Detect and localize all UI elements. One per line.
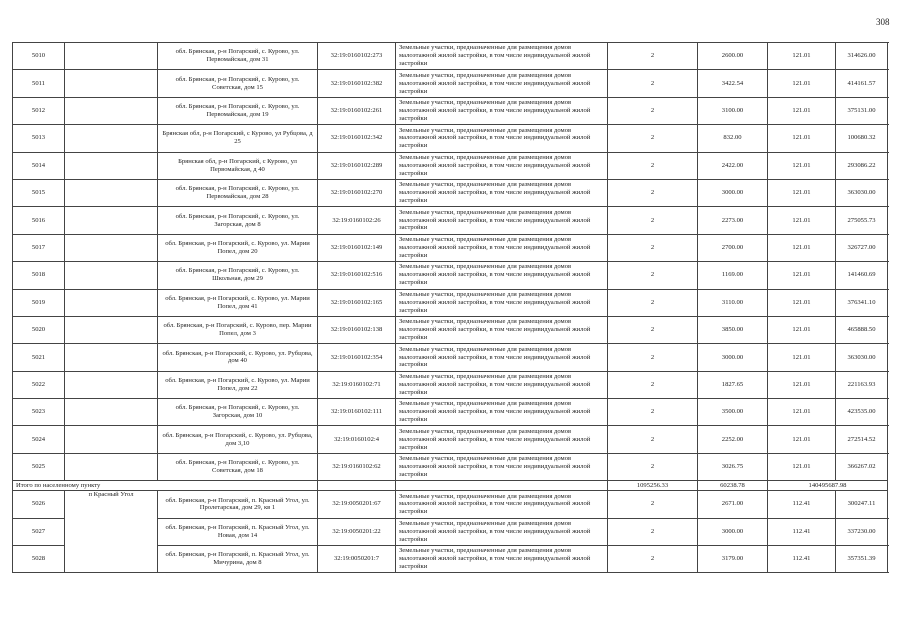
value-cell: 423535.00 bbox=[836, 399, 888, 426]
rate-cell: 121.01 bbox=[768, 152, 836, 179]
value-cell: 100680.32 bbox=[836, 125, 888, 152]
area-cell: 3500.00 bbox=[698, 399, 768, 426]
value-cell: 375131.00 bbox=[836, 97, 888, 124]
cadastral-number-cell: 32:19:0160102:26 bbox=[318, 207, 396, 234]
address-cell: обл. Брянская, р-н Погарский, с. Курово, ул. Советская, дом 15 bbox=[158, 70, 318, 97]
land-use-cell: Земельные участки, предназначенные для размещения домов малоэтажной жилой застройки, в том числе индивидуальной жилой застройки bbox=[396, 125, 608, 152]
row-number: 5011 bbox=[13, 70, 65, 97]
empty-cell bbox=[65, 70, 158, 97]
row-number: 5028 bbox=[13, 546, 65, 573]
empty-cell bbox=[65, 453, 158, 480]
land-use-cell: Земельные участки, предназначенные для размещения домов малоэтажной жилой застройки, в том числе индивидуальной жилой застройки bbox=[396, 344, 608, 371]
area-cell: 2671.00 bbox=[698, 491, 768, 518]
table-row bbox=[13, 399, 888, 426]
table-row bbox=[13, 262, 888, 289]
empty-cell bbox=[65, 426, 158, 453]
rate-cell: 121.01 bbox=[768, 97, 836, 124]
table-total bbox=[13, 481, 888, 491]
area-cell: 3000.00 bbox=[698, 344, 768, 371]
address-cell: обл. Брянская, р-н Погарский, с. Курово, ул. Школьная, дом 29 bbox=[158, 262, 318, 289]
rate-cell: 121.01 bbox=[768, 399, 836, 426]
area-cell: 2600.00 bbox=[698, 43, 768, 70]
total-rate: 60238.78 bbox=[698, 481, 768, 491]
empty-cell bbox=[65, 316, 158, 343]
row-number: 5023 bbox=[13, 399, 65, 426]
empty-cell bbox=[65, 344, 158, 371]
table-row bbox=[13, 179, 888, 206]
address-cell: обл. Брянская, р-н Погарский, с. Курово, ул. Рубцова, дом 3,10 bbox=[158, 426, 318, 453]
category-cell: 2 bbox=[608, 289, 698, 316]
land-use-cell: Земельные участки, предназначенные для размещения домов малоэтажной жилой застройки, в том числе индивидуальной жилой застройки bbox=[396, 316, 608, 343]
address-cell: обл. Брянская, р-н Погарский, с. Курово, ул. Загорская, дом 10 bbox=[158, 399, 318, 426]
address-cell: Брянская обл, р-н Погарский, с Курово, ул Рубцова, д 25 bbox=[158, 125, 318, 152]
rate-cell: 112.41 bbox=[768, 518, 836, 545]
area-cell: 1827.65 bbox=[698, 371, 768, 398]
rate-cell: 121.01 bbox=[768, 371, 836, 398]
area-cell: 2252.00 bbox=[698, 426, 768, 453]
cadastral-number-cell: 32:19:0160102:4 bbox=[318, 426, 396, 453]
category-cell: 2 bbox=[608, 43, 698, 70]
table-row bbox=[13, 234, 888, 261]
area-cell: 3110.00 bbox=[698, 289, 768, 316]
row-number: 5027 bbox=[13, 518, 65, 545]
row-number: 5015 bbox=[13, 179, 65, 206]
empty-cell bbox=[65, 207, 158, 234]
category-cell: 2 bbox=[608, 152, 698, 179]
category-cell: 2 bbox=[608, 453, 698, 480]
rate-cell: 121.01 bbox=[768, 289, 836, 316]
value-cell: 465888.50 bbox=[836, 316, 888, 343]
category-cell: 2 bbox=[608, 344, 698, 371]
row-number: 5016 bbox=[13, 207, 65, 234]
address-cell: обл. Брянская, р-н Погарский, с. Курово, ул. Марии Попел, дом 41 bbox=[158, 289, 318, 316]
total-value: 140495687.98 bbox=[768, 481, 888, 491]
value-cell: 363030.00 bbox=[836, 344, 888, 371]
category-cell: 2 bbox=[608, 70, 698, 97]
rate-cell: 121.01 bbox=[768, 262, 836, 289]
address-cell: Брянская обл, р-н Погарский, с Курово, ул Первомайская, д 40 bbox=[158, 152, 318, 179]
rate-cell: 121.01 bbox=[768, 179, 836, 206]
value-cell: 141460.69 bbox=[836, 262, 888, 289]
area-cell: 3422.54 bbox=[698, 70, 768, 97]
address-cell: обл. Брянская, р-н Погарский, с. Курово, ул. Загорская, дом 8 bbox=[158, 207, 318, 234]
category-cell: 2 bbox=[608, 518, 698, 545]
value-cell: 357351.39 bbox=[836, 546, 888, 573]
land-use-cell: Земельные участки, предназначенные для размещения домов малоэтажной жилой застройки, в том числе индивидуальной жилой застройки bbox=[396, 371, 608, 398]
rate-cell: 121.01 bbox=[768, 70, 836, 97]
cadastral-number-cell: 32:19:0160102:516 bbox=[318, 262, 396, 289]
area-cell: 3179.00 bbox=[698, 546, 768, 573]
total-area: 1095256.33 bbox=[608, 481, 698, 491]
cadastral-number-cell: 32:19:0160102:273 bbox=[318, 43, 396, 70]
category-cell: 2 bbox=[608, 426, 698, 453]
area-cell: 3000.00 bbox=[698, 179, 768, 206]
value-cell: 337230.00 bbox=[836, 518, 888, 545]
settlement-label: п Красный Угол bbox=[65, 491, 158, 573]
address-cell: обл. Брянская, р-н Погарский, с. Курово, ул. Первомайская, дом 28 bbox=[158, 179, 318, 206]
cadastral-number-cell: 32:19:0160102:149 bbox=[318, 234, 396, 261]
cadastral-number-cell: 32:19:0160102:354 bbox=[318, 344, 396, 371]
empty-cell bbox=[65, 234, 158, 261]
land-use-cell: Земельные участки, предназначенные для размещения домов малоэтажной жилой застройки, в том числе индивидуальной жилой застройки bbox=[396, 453, 608, 480]
value-cell: 300247.11 bbox=[836, 491, 888, 518]
row-number: 5012 bbox=[13, 97, 65, 124]
table-row bbox=[13, 43, 888, 70]
value-cell: 272514.52 bbox=[836, 426, 888, 453]
rate-cell: 121.01 bbox=[768, 344, 836, 371]
address-cell: обл. Брянская, р-н Погарский, п. Красный Угол, ул. Пролетарская, дом 29, кв 1 bbox=[158, 491, 318, 518]
table-row bbox=[13, 344, 888, 371]
table-row bbox=[13, 97, 888, 124]
row-number: 5025 bbox=[13, 453, 65, 480]
area-cell: 1169.00 bbox=[698, 262, 768, 289]
value-cell: 275055.73 bbox=[836, 207, 888, 234]
address-cell: обл. Брянская, р-н Погарский, с. Курово, пер. Марии Попел, дом 3 bbox=[158, 316, 318, 343]
row-number: 5019 bbox=[13, 289, 65, 316]
row-number: 5021 bbox=[13, 344, 65, 371]
row-number: 5026 bbox=[13, 491, 65, 518]
table-row bbox=[13, 207, 888, 234]
land-use-cell: Земельные участки, предназначенные для размещения домов малоэтажной жилой застройки, в том числе индивидуальной жилой застройки bbox=[396, 234, 608, 261]
empty-cell bbox=[65, 97, 158, 124]
rate-cell: 121.01 bbox=[768, 316, 836, 343]
value-cell: 414161.57 bbox=[836, 70, 888, 97]
table-body-settlement-a bbox=[13, 43, 888, 481]
row-number: 5017 bbox=[13, 234, 65, 261]
total-label: Итого по населенному пункту bbox=[13, 481, 318, 491]
cadastral-number-cell: 32:19:0160102:62 bbox=[318, 453, 396, 480]
address-cell: обл. Брянская, р-н Погарский, п. Красный Угол, ул. Мичурина, дом 8 bbox=[158, 546, 318, 573]
cadastral-number-cell: 32:19:0050201:22 bbox=[318, 518, 396, 545]
land-use-cell: Земельные участки, предназначенные для размещения домов малоэтажной жилой застройки, в том числе индивидуальной жилой застройки bbox=[396, 491, 608, 518]
category-cell: 2 bbox=[608, 316, 698, 343]
area-cell: 832.00 bbox=[698, 125, 768, 152]
table-row bbox=[13, 70, 888, 97]
cadastral-number-cell: 32:19:0160102:138 bbox=[318, 316, 396, 343]
value-cell: 293086.22 bbox=[836, 152, 888, 179]
cadastral-number-cell: 32:19:0160102:382 bbox=[318, 70, 396, 97]
cadastral-number-cell: 32:19:0160102:270 bbox=[318, 179, 396, 206]
empty-cell bbox=[65, 289, 158, 316]
value-cell: 376341.10 bbox=[836, 289, 888, 316]
table-body-settlement-b bbox=[13, 491, 888, 573]
row-number: 5010 bbox=[13, 43, 65, 70]
land-registry-table bbox=[12, 42, 888, 573]
empty-cell bbox=[65, 43, 158, 70]
row-number: 5014 bbox=[13, 152, 65, 179]
total-row bbox=[13, 481, 888, 491]
address-cell: обл. Брянская, р-н Погарский, с. Курово, ул. Марии Попел, дом 20 bbox=[158, 234, 318, 261]
empty-cell bbox=[65, 262, 158, 289]
category-cell: 2 bbox=[608, 546, 698, 573]
category-cell: 2 bbox=[608, 125, 698, 152]
land-use-cell: Земельные участки, предназначенные для размещения домов малоэтажной жилой застройки, в том числе индивидуальной жилой застройки bbox=[396, 70, 608, 97]
row-number: 5013 bbox=[13, 125, 65, 152]
cadastral-number-cell: 32:19:0050201:67 bbox=[318, 491, 396, 518]
address-cell: обл. Брянская, р-н Погарский, с. Курово, ул. Марии Попел, дом 22 bbox=[158, 371, 318, 398]
area-cell: 2422.00 bbox=[698, 152, 768, 179]
rate-cell: 121.01 bbox=[768, 426, 836, 453]
category-cell: 2 bbox=[608, 399, 698, 426]
address-cell: обл. Брянская, р-н Погарский, п. Красный Угол, ул. Новая, дом 14 bbox=[158, 518, 318, 545]
rate-cell: 121.01 bbox=[768, 207, 836, 234]
category-cell: 2 bbox=[608, 371, 698, 398]
category-cell: 2 bbox=[608, 97, 698, 124]
land-use-cell: Земельные участки, предназначенные для размещения домов малоэтажной жилой застройки, в том числе индивидуальной жилой застройки bbox=[396, 179, 608, 206]
category-cell: 2 bbox=[608, 234, 698, 261]
value-cell: 326727.00 bbox=[836, 234, 888, 261]
area-cell: 3026.75 bbox=[698, 453, 768, 480]
value-cell: 363030.00 bbox=[836, 179, 888, 206]
land-use-cell: Земельные участки, предназначенные для размещения домов малоэтажной жилой застройки, в том числе индивидуальной жилой застройки bbox=[396, 207, 608, 234]
cadastral-number-cell: 32:19:0050201:7 bbox=[318, 546, 396, 573]
area-cell: 3100.00 bbox=[698, 97, 768, 124]
category-cell: 2 bbox=[608, 262, 698, 289]
rate-cell: 121.01 bbox=[768, 453, 836, 480]
table-row bbox=[13, 426, 888, 453]
table-row bbox=[13, 152, 888, 179]
empty-cell bbox=[65, 152, 158, 179]
value-cell: 221163.93 bbox=[836, 371, 888, 398]
address-cell: обл. Брянская, р-н Погарский, с. Курово, ул. Первомайская, дом 19 bbox=[158, 97, 318, 124]
address-cell: обл. Брянская, р-н Погарский, с. Курово, ул. Советская, дом 18 bbox=[158, 453, 318, 480]
page-number: 308 bbox=[876, 17, 890, 27]
land-use-cell: Земельные участки, предназначенные для размещения домов малоэтажной жилой застройки, в том числе индивидуальной жилой застройки bbox=[396, 399, 608, 426]
land-use-cell: Земельные участки, предназначенные для размещения домов малоэтажной жилой застройки, в том числе индивидуальной жилой застройки bbox=[396, 43, 608, 70]
row-number: 5018 bbox=[13, 262, 65, 289]
area-cell: 3000.00 bbox=[698, 518, 768, 545]
empty-cell bbox=[65, 125, 158, 152]
cadastral-number-cell: 32:19:0160102:165 bbox=[318, 289, 396, 316]
area-cell: 3850.00 bbox=[698, 316, 768, 343]
rate-cell: 112.41 bbox=[768, 491, 836, 518]
land-use-cell: Земельные участки, предназначенные для размещения домов малоэтажной жилой застройки, в том числе индивидуальной жилой застройки bbox=[396, 262, 608, 289]
cadastral-number-cell: 32:19:0160102:289 bbox=[318, 152, 396, 179]
table-row bbox=[13, 491, 888, 518]
cadastral-number-cell: 32:19:0160102:111 bbox=[318, 399, 396, 426]
rate-cell: 121.01 bbox=[768, 43, 836, 70]
cadastral-number-cell: 32:19:0160102:71 bbox=[318, 371, 396, 398]
value-cell: 366267.02 bbox=[836, 453, 888, 480]
cadastral-number-cell: 32:19:0160102:261 bbox=[318, 97, 396, 124]
empty-cell bbox=[65, 399, 158, 426]
rate-cell: 112.41 bbox=[768, 546, 836, 573]
empty-cell bbox=[65, 179, 158, 206]
table-row bbox=[13, 371, 888, 398]
rate-cell: 121.01 bbox=[768, 234, 836, 261]
row-number: 5022 bbox=[13, 371, 65, 398]
total-empty-cad bbox=[318, 481, 396, 491]
address-cell: обл. Брянская, р-н Погарский, с. Курово, ул. Первомайская, дом 31 bbox=[158, 43, 318, 70]
area-cell: 2700.00 bbox=[698, 234, 768, 261]
category-cell: 2 bbox=[608, 491, 698, 518]
empty-cell bbox=[65, 371, 158, 398]
value-cell: 314626.00 bbox=[836, 43, 888, 70]
land-use-cell: Земельные участки, предназначенные для размещения домов малоэтажной жилой застройки, в том числе индивидуальной жилой застройки bbox=[396, 97, 608, 124]
table-row bbox=[13, 316, 888, 343]
area-cell: 2273.00 bbox=[698, 207, 768, 234]
cadastral-number-cell: 32:19:0160102:342 bbox=[318, 125, 396, 152]
category-cell: 2 bbox=[608, 207, 698, 234]
row-number: 5024 bbox=[13, 426, 65, 453]
land-use-cell: Земельные участки, предназначенные для размещения домов малоэтажной жилой застройки, в том числе индивидуальной жилой застройки bbox=[396, 518, 608, 545]
land-use-cell: Земельные участки, предназначенные для размещения домов малоэтажной жилой застройки, в том числе индивидуальной жилой застройки bbox=[396, 289, 608, 316]
land-use-cell: Земельные участки, предназначенные для размещения домов малоэтажной жилой застройки, в том числе индивидуальной жилой застройки bbox=[396, 546, 608, 573]
category-cell: 2 bbox=[608, 179, 698, 206]
land-use-cell: Земельные участки, предназначенные для размещения домов малоэтажной жилой застройки, в том числе индивидуальной жилой застройки bbox=[396, 152, 608, 179]
land-use-cell: Земельные участки, предназначенные для размещения домов малоэтажной жилой застройки, в том числе индивидуальной жилой застройки bbox=[396, 426, 608, 453]
table-row bbox=[13, 125, 888, 152]
total-empty-use bbox=[396, 481, 608, 491]
rate-cell: 121.01 bbox=[768, 125, 836, 152]
row-number: 5020 bbox=[13, 316, 65, 343]
table-row bbox=[13, 453, 888, 480]
table-row bbox=[13, 289, 888, 316]
address-cell: обл. Брянская, р-н Погарский, с. Курово, ул. Рубцова, дом 40 bbox=[158, 344, 318, 371]
